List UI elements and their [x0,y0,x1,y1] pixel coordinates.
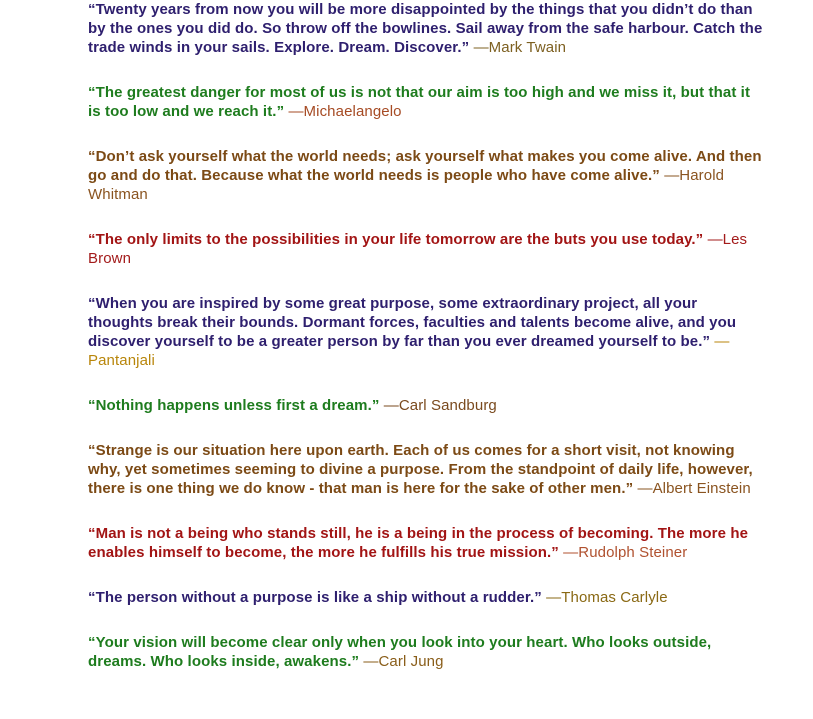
quote-item [88,396,765,415]
quote-text: “Don’t ask yourself what the world needs; ask yourself what makes you come alive. And then go and do that. Because what the world needs is people who have come alive.” [88,148,762,184]
quote-item [88,83,765,121]
quote-text: “Strange is our situation here upon earth. Each of us comes for a short visit, not knowing why, yet sometimes seeming to divine a purpose. From the standpoint of daily life, however, there is one thing we do know - that man is here for the sake of other men.” [88,442,753,497]
quote-item [88,633,765,671]
quote-text: “When you are inspired by some great purpose, some extraordinary project, all your thoughts break their bounds. Dormant forces, faculties and talents become alive, and you discover yourself to be a greater person by far than you ever dreamed yourself to be.” [88,295,737,350]
quote-text: “The person without a purpose is like a ship without a rudder.” [88,589,542,606]
quote-text: “The greatest danger for most of us is not that our aim is too high and we miss it, but that it is too low and we reach it.” [88,84,751,120]
quote-item [88,147,765,204]
quote-item [88,588,765,607]
quote-author: —Rudolph Steiner [563,544,688,561]
quote-item [88,441,765,498]
quote-author: —Mark Twain [473,39,567,56]
quote-author: —Les Brown [88,231,748,267]
quote-text: “The only limits to the possibilities in your life tomorrow are the buts you use today.” [88,231,704,248]
quote-item [88,524,765,562]
quote-author: —Michaelangelo [288,103,402,120]
quote-author: —Thomas Carlyle [546,589,668,606]
quote-author: —Albert Einstein [637,480,751,497]
quote-text: “Man is not a being who stands still, he is a being in the process of becoming. The more he enables himself to become, the more he fulfills his true mission.” [88,525,749,561]
quote-author: —Pantanjali [88,333,730,369]
quote-text: “Your vision will become clear only when you look into your heart. Who looks outside, dreams. Who looks inside, awakens.” [88,634,712,670]
quote-item [88,230,765,268]
quote-text: “Twenty years from now you will be more disappointed by the things that you didn’t do than by the ones you did do. So throw off the bowlines. Sail away from the safe harbour. Catch the trade winds in your sails. Explore. Dream. Discover.” [88,1,763,56]
quote-author: —Carl Sandburg [383,397,497,414]
quote-item [88,0,765,57]
quote-text: “Nothing happens unless first a dream.” [88,397,380,414]
quote-author: —Harold Whitman [88,167,725,203]
quote-author: —Carl Jung [363,653,444,670]
quote-item [88,294,765,370]
